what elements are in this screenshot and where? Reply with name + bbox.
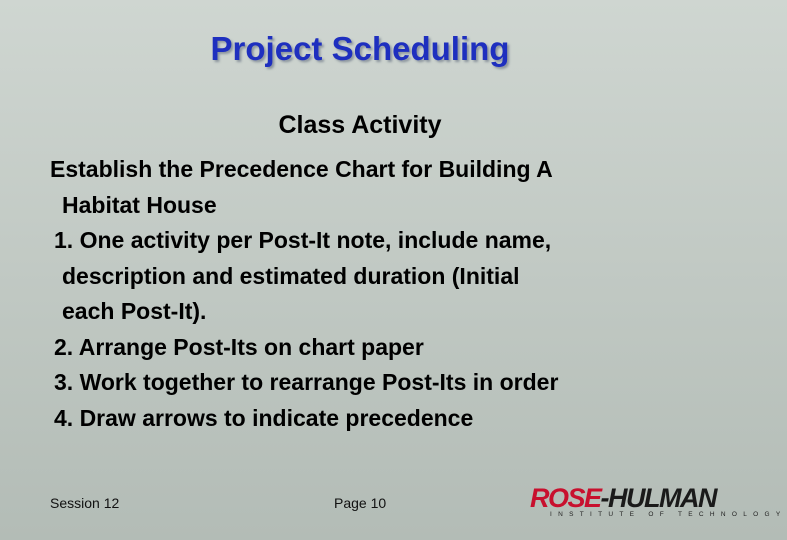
rose-hulman-logo — [530, 483, 787, 521]
body-line-intro: Establish the Precedence Chart for Building A — [50, 156, 553, 182]
slide-body — [50, 152, 700, 436]
logo-institute-text: INSTITUTE OF TECHNOLOGY — [550, 511, 787, 518]
step-4: 4. Draw arrows to indicate precedence — [54, 404, 474, 431]
step-3: 3. Work together to rearrange Post-Its in order — [54, 369, 559, 395]
footer-page-number: Page 10 — [334, 495, 387, 511]
body-line-intro-cont: Habitat House — [62, 191, 217, 218]
step-2: 2. Arrange Post-Its on chart paper — [54, 333, 424, 360]
slide-title: Project Scheduling — [210, 30, 510, 67]
logo-wordmark — [530, 483, 717, 513]
step-1: 1. One activity per Post-It note, include name, — [54, 227, 552, 253]
slide-subtitle: Class Activity — [278, 111, 442, 139]
logo-rose-text: ROSE — [530, 483, 601, 513]
footer-session: Session 12 — [50, 495, 120, 511]
step-1-cont-b: each Post-It). — [62, 298, 207, 324]
logo-hulman-text: -HULMAN — [600, 483, 717, 513]
step-1-cont-a: description and estimated duration (Initial — [62, 262, 520, 289]
